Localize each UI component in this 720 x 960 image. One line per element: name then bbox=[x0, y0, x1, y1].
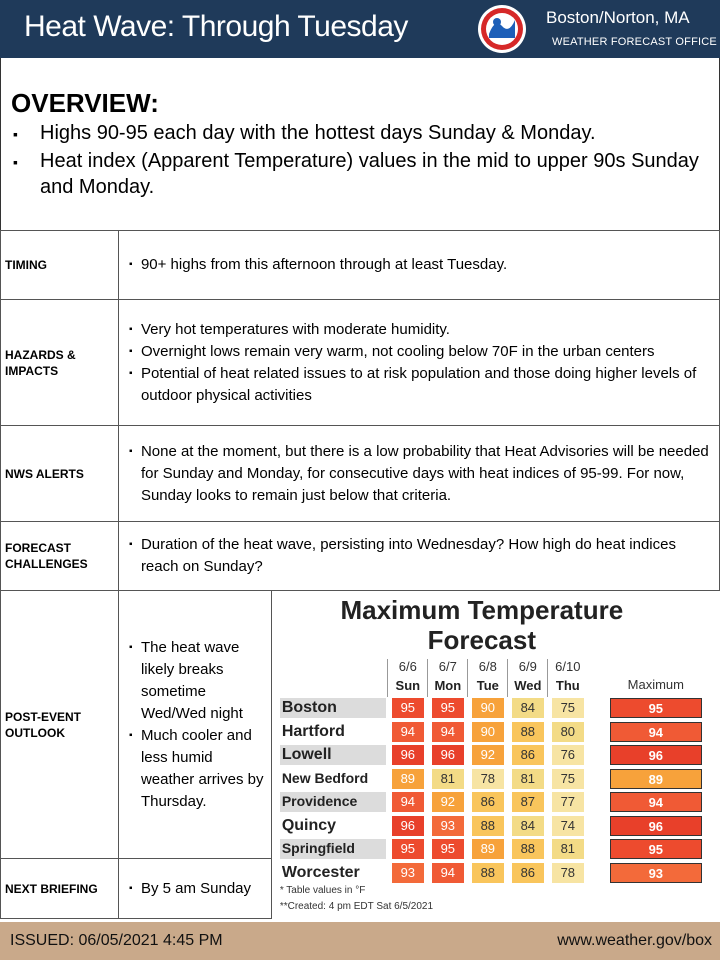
bullet-icon: ▪ bbox=[128, 259, 133, 270]
city-label: New Bedford bbox=[281, 769, 369, 786]
temp-cell: 93 bbox=[432, 816, 464, 836]
row-content-post-event: ▪ The heat wave likely breaks sometime Wed/Wed night ▪ Much cooler and less humid weather arrives by Thursday. bbox=[118, 591, 271, 859]
briefing-table bbox=[0, 230, 720, 919]
temp-cell: 86 bbox=[512, 863, 544, 883]
temp-cell: 78 bbox=[472, 769, 504, 789]
row-label-next-briefing: NEXT BRIEFING bbox=[1, 859, 119, 919]
bullet-icon: ▪ bbox=[128, 345, 133, 357]
temp-cell: 84 bbox=[512, 816, 544, 836]
temp-cell: 81 bbox=[552, 839, 584, 859]
row-label-alerts: NWS ALERTS bbox=[1, 426, 119, 522]
bullet-icon: ▪ bbox=[128, 729, 133, 741]
temp-cell: 75 bbox=[552, 698, 584, 718]
temp-cell: 81 bbox=[432, 769, 464, 789]
row-content-hazards: ▪ Very hot temperatures with moderate humidity. ▪ Overnight lows remain very warm, not cooling below 70F in the urban centers ▪ Potential of heat related issues to at risk population and those doing higher levels of outdoor physical activities bbox=[118, 300, 719, 426]
chart-subtitle: Forecast bbox=[427, 625, 536, 655]
day-header: Wed bbox=[514, 678, 542, 693]
day-header: Thu bbox=[555, 678, 580, 693]
chart-cell bbox=[271, 591, 719, 919]
temp-cell: 95 bbox=[392, 839, 424, 859]
office-name: Boston/Norton, MA bbox=[546, 8, 690, 27]
max-temp-cell: 89 bbox=[610, 769, 702, 789]
temp-cell: 90 bbox=[472, 698, 504, 718]
row-label-post-event: POST-EVENT OUTLOOK bbox=[1, 591, 119, 859]
temp-cell: 94 bbox=[392, 722, 424, 742]
temp-cell: 75 bbox=[552, 769, 584, 789]
footer-bar bbox=[0, 922, 720, 960]
table-row-challenges bbox=[1, 522, 720, 591]
date-header: 6/9 bbox=[518, 659, 537, 674]
column-divider bbox=[547, 659, 548, 697]
column-divider bbox=[387, 659, 388, 697]
website-link[interactable]: www.weather.gov/box bbox=[557, 932, 712, 949]
max-temp-cell: 95 bbox=[610, 698, 702, 718]
temp-cell: 86 bbox=[472, 792, 504, 812]
row-label-hazards: HAZARDS & IMPACTS bbox=[1, 300, 119, 426]
nws-logo-icon bbox=[477, 4, 527, 54]
temp-cell: 95 bbox=[432, 839, 464, 859]
date-header: 6/6 bbox=[398, 659, 417, 674]
chart-note-created: **Created: 4 pm EDT Sat 6/5/2021 bbox=[279, 901, 434, 912]
temp-cell: 94 bbox=[392, 792, 424, 812]
temp-cell: 96 bbox=[392, 745, 424, 765]
temp-cell: 80 bbox=[552, 722, 584, 742]
date-header: 6/10 bbox=[555, 659, 581, 674]
row-content-alerts: ▪ None at the moment, but there is a low probability that Heat Advisories will be needed for Sunday and Monday, for consecutive days with heat indices of 95-99. For now, Sunday looks to remain just below that criteria. bbox=[118, 426, 719, 522]
bullet-icon: ▪ bbox=[13, 126, 18, 142]
temp-cell: 88 bbox=[512, 839, 544, 859]
temp-cell: 88 bbox=[512, 722, 544, 742]
city-label: Springfield bbox=[281, 840, 355, 856]
page-title: Heat Wave: Through Tuesday bbox=[24, 10, 408, 43]
temp-cell: 96 bbox=[432, 745, 464, 765]
overview-item: ▪ Highs 90-95 each day with the hottest days Sunday & Monday. bbox=[13, 120, 710, 147]
date-header: 6/8 bbox=[478, 659, 497, 674]
table-row-post-event bbox=[1, 591, 720, 859]
temp-cell: 92 bbox=[432, 792, 464, 812]
header-bar bbox=[0, 0, 720, 58]
temp-cell: 77 bbox=[552, 792, 584, 812]
bullet-icon: ▪ bbox=[128, 323, 133, 335]
max-temp-cell: 96 bbox=[610, 745, 702, 765]
temp-cell: 89 bbox=[472, 839, 504, 859]
bullet-icon: ▪ bbox=[13, 154, 18, 170]
max-temp-cell: 94 bbox=[610, 792, 702, 812]
temp-cell: 94 bbox=[432, 863, 464, 883]
temp-cell: 87 bbox=[512, 792, 544, 812]
temp-cell: 96 bbox=[392, 816, 424, 836]
row-label-challenges: FORECAST CHALLENGES bbox=[1, 522, 119, 591]
max-temp-cell: 96 bbox=[610, 816, 702, 836]
temp-cell: 78 bbox=[552, 863, 584, 883]
temp-cell: 95 bbox=[392, 698, 424, 718]
overview-section bbox=[0, 58, 720, 230]
chart-note-units: * Table values in °F bbox=[279, 885, 366, 896]
temp-cell: 93 bbox=[392, 863, 424, 883]
bullet-icon: ▪ bbox=[128, 882, 133, 894]
bullet-icon: ▪ bbox=[128, 445, 133, 457]
issued-timestamp: ISSUED: 06/05/2021 4:45 PM bbox=[10, 932, 223, 949]
row-content-challenges: ▪ Duration of the heat wave, persisting into Wednesday? How high do heat indices reach on Sunday? bbox=[118, 522, 719, 591]
chart-title: Maximum Temperature bbox=[340, 595, 624, 625]
city-label: Worcester bbox=[281, 863, 360, 881]
max-temp-cell: 95 bbox=[610, 839, 702, 859]
day-header: Sun bbox=[395, 678, 421, 693]
row-content-timing: ▪ 90+ highs from this afternoon through at least Tuesday. bbox=[118, 231, 719, 300]
overview-item: ▪ Heat index (Apparent Temperature) values in the mid to upper 90s Sunday and Monday. bbox=[13, 150, 699, 198]
temp-cell: 86 bbox=[512, 745, 544, 765]
temp-cell: 74 bbox=[552, 816, 584, 836]
bullet-icon: ▪ bbox=[128, 539, 133, 550]
temp-cell: 94 bbox=[432, 722, 464, 742]
max-temp-chart bbox=[272, 591, 720, 921]
date-header: 6/7 bbox=[438, 659, 457, 674]
city-label: Lowell bbox=[281, 746, 332, 763]
overview-heading: OVERVIEW: bbox=[11, 88, 159, 118]
table-row-alerts bbox=[1, 426, 720, 522]
city-label: Boston bbox=[281, 699, 337, 716]
row-content-next-briefing: ▪ By 5 am Sunday bbox=[118, 859, 271, 919]
max-temp-cell: 94 bbox=[610, 722, 702, 742]
city-label: Hartford bbox=[281, 722, 345, 740]
temp-cell: 89 bbox=[392, 769, 424, 789]
bullet-icon: ▪ bbox=[128, 641, 133, 653]
max-column-header: Maximum bbox=[627, 677, 684, 692]
row-label-timing: TIMING bbox=[1, 231, 119, 300]
table-row-timing bbox=[1, 231, 720, 300]
city-label: Providence bbox=[281, 793, 358, 809]
temp-cell: 76 bbox=[552, 745, 584, 765]
office-subtitle: WEATHER FORECAST OFFICE bbox=[552, 36, 717, 48]
max-temp-cell: 93 bbox=[610, 863, 702, 883]
temp-cell: 92 bbox=[472, 745, 504, 765]
day-header: Tue bbox=[476, 678, 499, 693]
temp-cell: 88 bbox=[472, 816, 504, 836]
temp-cell: 95 bbox=[432, 698, 464, 718]
city-label: Quincy bbox=[281, 816, 337, 834]
column-divider bbox=[507, 659, 508, 697]
bullet-icon: ▪ bbox=[128, 367, 133, 379]
temp-cell: 84 bbox=[512, 698, 544, 718]
temp-cell: 88 bbox=[472, 863, 504, 883]
temp-cell: 90 bbox=[472, 722, 504, 742]
temp-cell: 81 bbox=[512, 769, 544, 789]
column-divider bbox=[467, 659, 468, 697]
day-header: Mon bbox=[434, 678, 462, 693]
table-row-hazards bbox=[1, 300, 720, 426]
column-divider bbox=[427, 659, 428, 697]
